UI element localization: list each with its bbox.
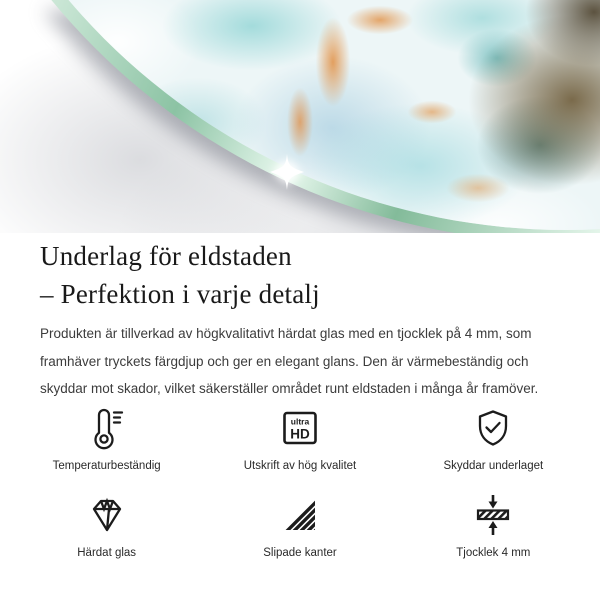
shield-check-icon — [473, 408, 513, 448]
description-section — [0, 237, 600, 403]
ultra-hd-badge-top: ultra — [290, 416, 310, 426]
ultra-hd-badge-bottom: HD — [290, 426, 310, 441]
product-description: Produkten är tillverkad av högkvalitativt härdat glas med en tjocklek på 4 mm, som framhäver tryckets färgdjup och ger en elegant glans. Den är värmebeständig och skyddar mot skador, vilket säkerställer området runt eldstaden i många år framöver. — [40, 326, 539, 396]
feature-thickness — [397, 493, 590, 560]
feature-label: Härdat glas — [77, 546, 137, 559]
polished-edges-icon — [280, 495, 320, 535]
feature-label: Slipade kanter — [263, 546, 337, 559]
page-title-line1: Underlag för eldstaden — [40, 241, 292, 271]
ultra-hd-icon — [280, 408, 320, 448]
product-hero-image — [0, 0, 600, 233]
feature-protection — [397, 406, 590, 473]
feature-label: Tjocklek 4 mm — [456, 546, 531, 559]
feature-label: Utskrift av hög kvalitet — [243, 459, 357, 472]
feature-print-quality — [203, 406, 396, 473]
feature-polished-edges — [203, 493, 396, 560]
feature-grid — [10, 406, 590, 560]
page-title — [40, 237, 560, 313]
thermometer-icon — [87, 406, 127, 450]
feature-temperature — [10, 406, 203, 473]
sparkle-glint-icon — [267, 152, 307, 192]
feature-label: Temperaturbeständig — [52, 459, 161, 472]
feature-label: Skyddar underlaget — [443, 459, 544, 472]
page-title-line2: – Perfektion i varje detalj — [40, 279, 320, 309]
diamond-icon — [87, 495, 127, 535]
feature-tempered-glass — [10, 493, 203, 560]
thickness-icon — [473, 493, 513, 537]
